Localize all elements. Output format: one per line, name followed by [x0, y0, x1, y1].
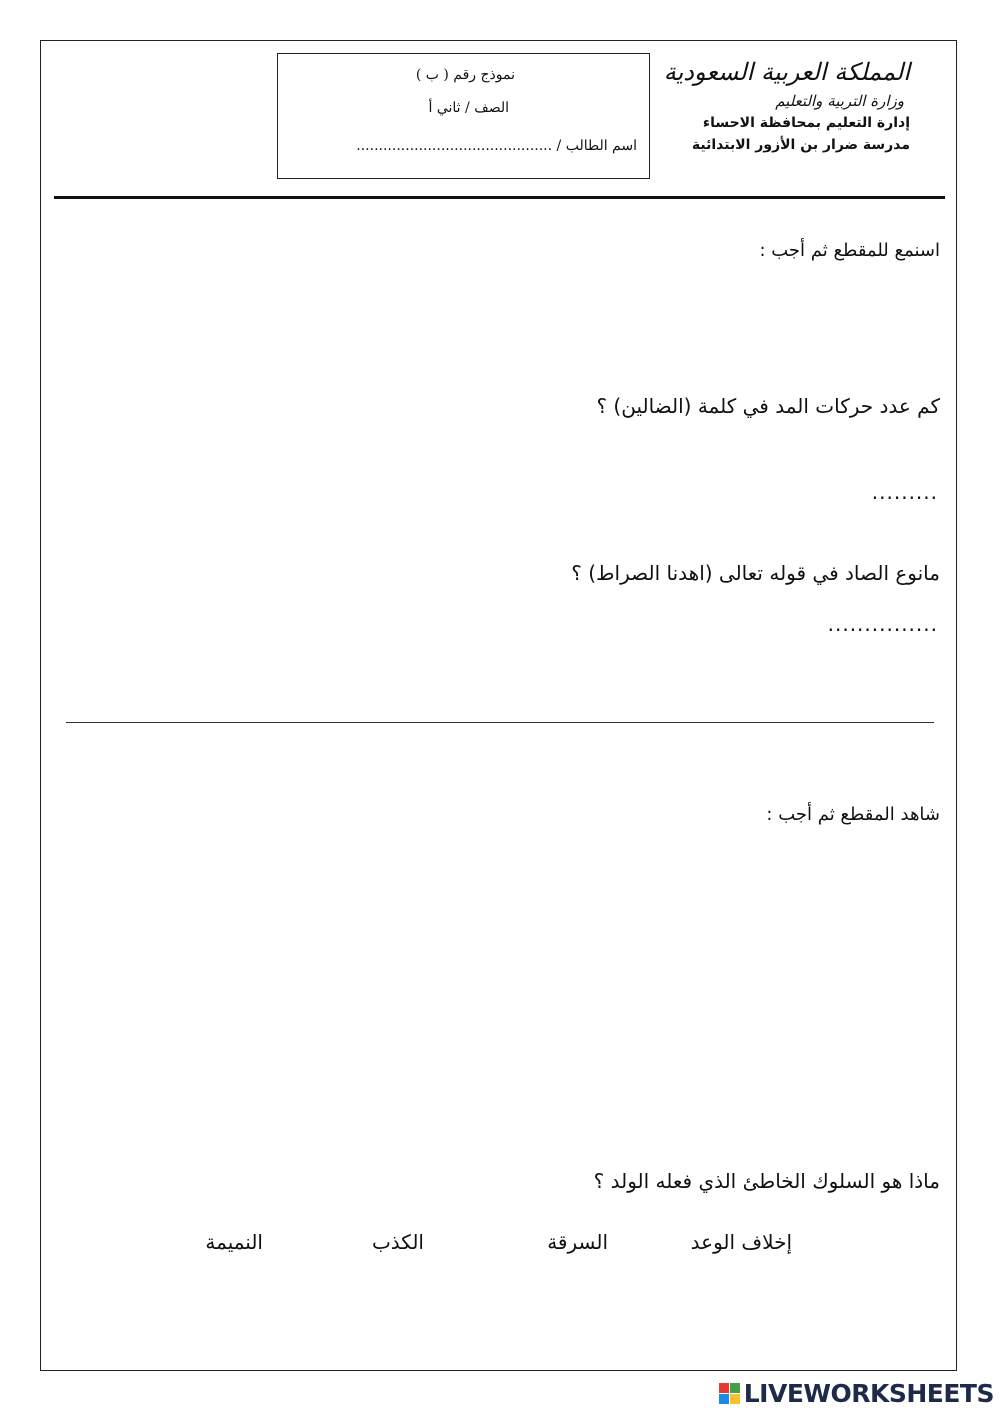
- question-2: مانوع الصاد في قوله تعالى (اهدنا الصراط) ؟: [571, 561, 940, 585]
- option-theft[interactable]: السرقة: [547, 1230, 608, 1254]
- section2-instruction: شاهد المقطع ثم أجب :: [766, 804, 940, 825]
- education-department: إدارة التعليم بمحافظة الاحساء: [702, 115, 910, 131]
- option-breaking-promise[interactable]: إخلاف الوعد: [690, 1230, 792, 1254]
- school-name: مدرسة ضرار بن الأزور الابتدائية: [691, 137, 910, 153]
- question-3: ماذا هو السلوك الخاطئ الذي فعله الولد ؟: [593, 1169, 940, 1193]
- option-gossip[interactable]: النميمة: [205, 1230, 263, 1254]
- liveworksheets-text: LIVEWORKSHEETS: [743, 1378, 994, 1408]
- answer-1-field[interactable]: .........: [871, 480, 938, 504]
- student-info-box: [277, 53, 650, 179]
- form-number: نموذج رقم ( ب ): [415, 67, 515, 83]
- liveworksheets-watermark: [719, 1378, 994, 1408]
- student-name-field[interactable]: اسم الطالب / ............................................: [356, 138, 637, 154]
- section-divider: [66, 722, 934, 723]
- question-1: كم عدد حركات المد في كلمة (الضالين) ؟: [596, 394, 940, 418]
- header-divider: [54, 196, 945, 199]
- option-lying[interactable]: الكذب: [371, 1230, 424, 1254]
- ministry-name: وزارة التربية والتعليم: [775, 92, 904, 110]
- class-label: الصف / ثاني أ: [428, 100, 509, 116]
- section1-instruction: اسنمع للمقطع ثم أجب :: [759, 240, 940, 261]
- kingdom-calligraphy: المملكة العربية السعودية: [663, 58, 910, 86]
- answer-2-field[interactable]: ...............: [827, 612, 938, 636]
- liveworksheets-logo-icon: [719, 1383, 740, 1404]
